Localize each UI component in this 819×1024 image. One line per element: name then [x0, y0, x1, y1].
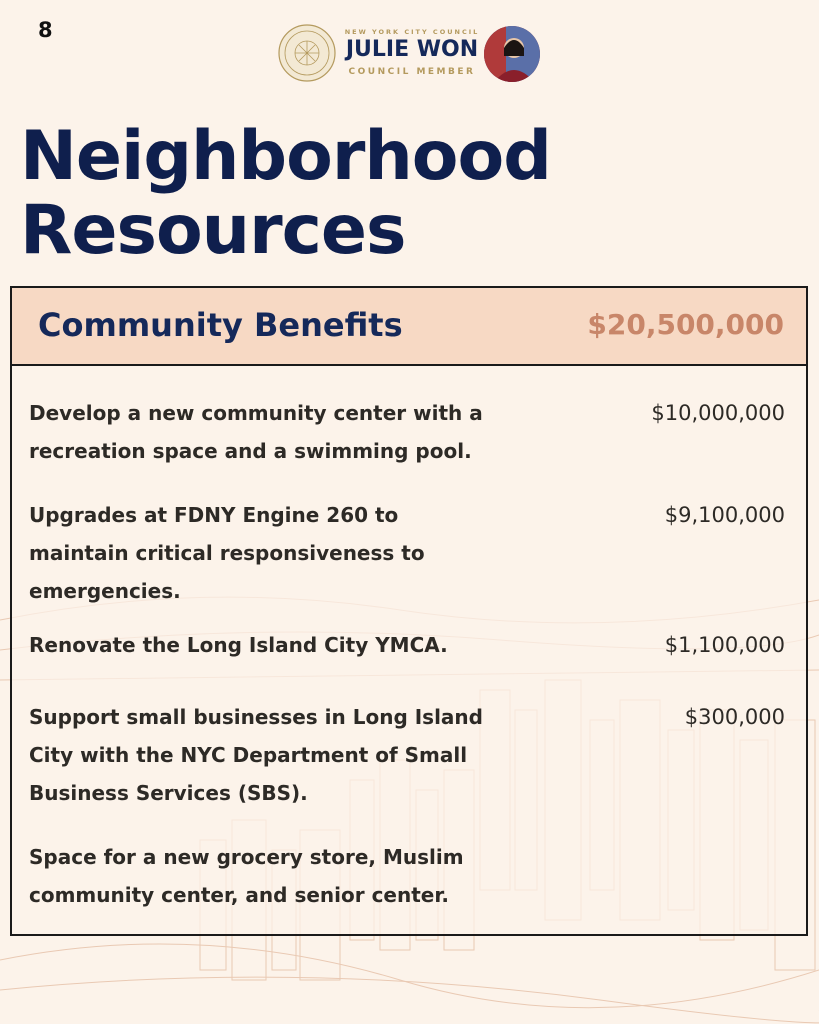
- page-title: [20, 117, 551, 270]
- council-member-avatar: [484, 26, 540, 82]
- benefit-description: Support small businesses in Long Island City with the NYC Department of Small Business Services (SBS).: [29, 705, 483, 805]
- benefit-item: [29, 626, 789, 664]
- community-benefits-card: [10, 286, 808, 936]
- card-header: [12, 288, 806, 366]
- page-title-line-1: Neighborhood: [20, 117, 551, 196]
- page-number: 8: [38, 18, 53, 42]
- card-title: Community Benefits: [38, 306, 403, 344]
- benefit-item: [29, 698, 789, 812]
- benefit-description: Space for a new grocery store, Muslim community center, and senior center.: [29, 845, 464, 907]
- city-council-seal-icon: [278, 24, 336, 82]
- benefit-description: Develop a new community center with a recreation space and a swimming pool.: [29, 401, 483, 463]
- benefit-amount: $9,100,000: [664, 503, 785, 527]
- organization-name: NEW YORK CITY COUNCIL: [344, 28, 480, 36]
- benefit-item: [29, 394, 789, 470]
- council-member-name: JULIE WON: [345, 37, 479, 62]
- benefit-item: [29, 838, 789, 914]
- benefit-description: Upgrades at FDNY Engine 260 to maintain critical responsiveness to emergencies.: [29, 503, 425, 603]
- benefit-amount: $1,100,000: [664, 633, 785, 657]
- benefit-item: [29, 496, 789, 610]
- benefit-amount: $10,000,000: [651, 401, 785, 425]
- card-total-amount: $20,500,000: [587, 308, 784, 341]
- council-member-title: COUNCIL MEMBER: [348, 67, 476, 77]
- council-member-header: [278, 24, 544, 84]
- benefit-amount: $300,000: [684, 705, 785, 729]
- benefit-description: Renovate the Long Island City YMCA.: [29, 633, 448, 657]
- page-title-line-2: Resources: [20, 191, 406, 270]
- portrait-icon: [484, 26, 540, 82]
